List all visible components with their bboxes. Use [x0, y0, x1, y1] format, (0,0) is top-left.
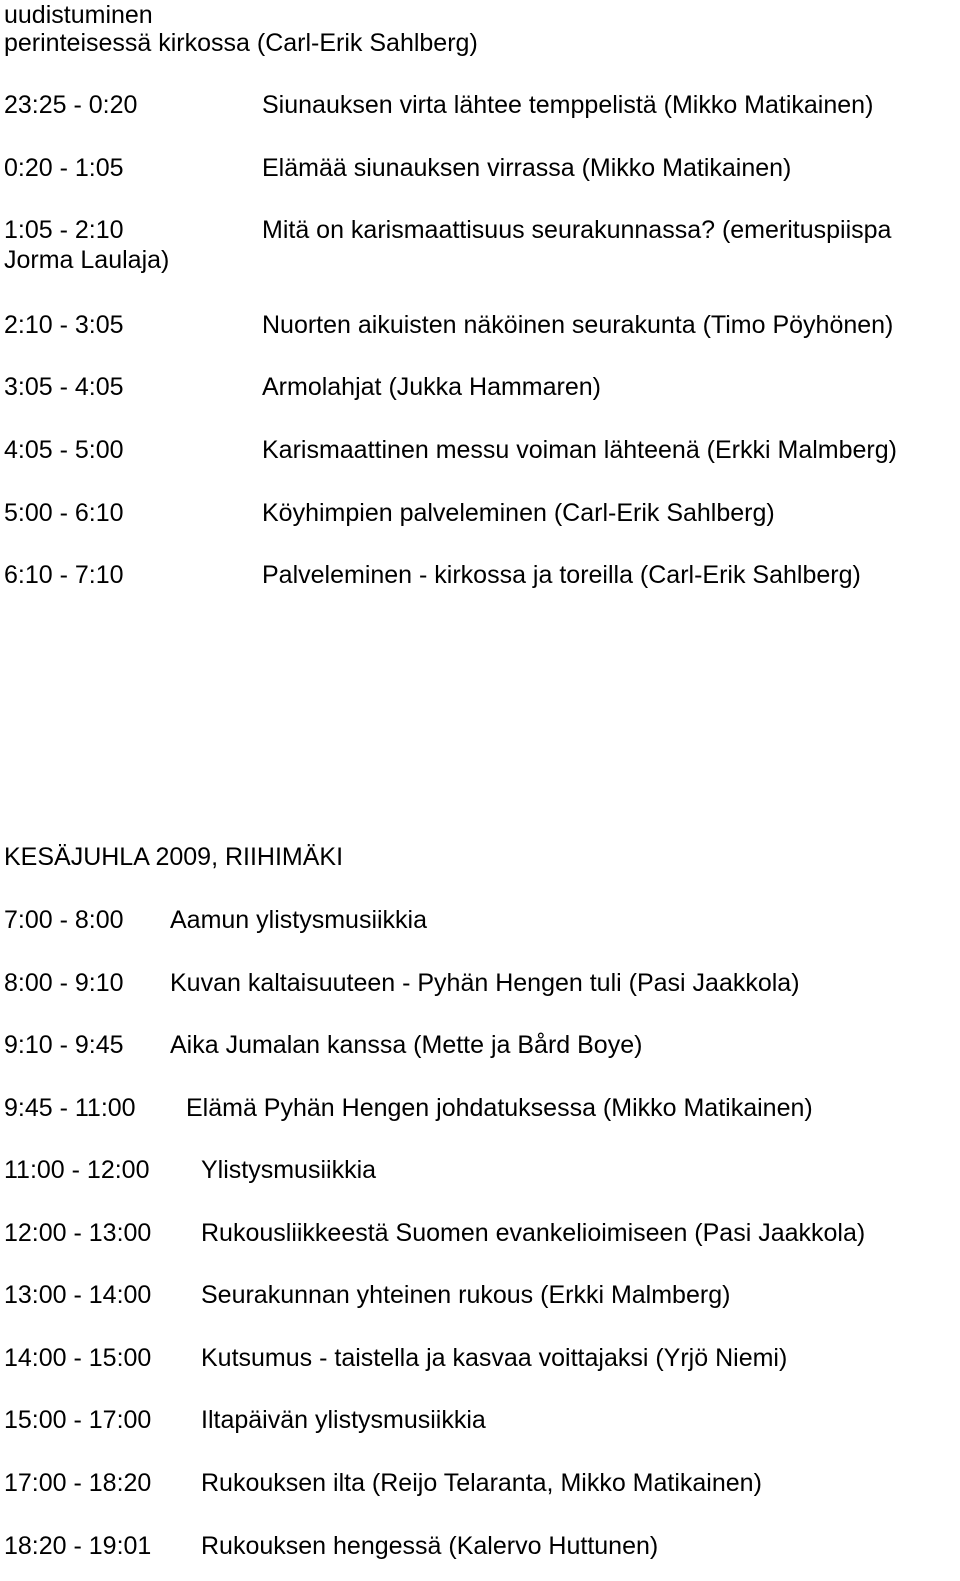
schedule-time: 11:00 - 12:00 — [4, 1156, 150, 1184]
schedule-text: Palveleminen - kirkossa ja toreilla (Carl-Erik Sahlberg) — [262, 561, 861, 589]
schedule-time: 0:20 - 1:05 — [4, 154, 124, 182]
schedule-time: 15:00 - 17:00 — [4, 1406, 152, 1434]
schedule-text: Aamun ylistysmusiikkia — [170, 906, 428, 934]
schedule-text: Nuorten aikuisten näköinen seurakunta (Timo Pöyhönen) — [262, 311, 894, 339]
schedule-time: 9:45 - 11:00 — [4, 1094, 136, 1122]
schedule-text: Siunauksen virta lähtee temppelistä (Mikko Matikainen) — [262, 91, 874, 119]
schedule-time: 17:00 - 18:20 — [4, 1469, 152, 1497]
schedule-time: 9:10 - 9:45 — [4, 1031, 124, 1059]
schedule-text-continuation: Jorma Laulaja) — [4, 246, 170, 274]
section-heading: KESÄJUHLA 2009, RIIHIMÄKI — [4, 843, 344, 871]
intro-line-1: uudistuminen — [4, 1, 153, 29]
schedule-text: Elämä Pyhän Hengen johdatuksessa (Mikko Matikainen) — [186, 1094, 813, 1122]
schedule-text: Köyhimpien palveleminen (Carl-Erik Sahlberg) — [262, 499, 775, 527]
schedule-time: 3:05 - 4:05 — [4, 373, 124, 401]
schedule-text: Karismaattinen messu voiman lähteenä (Erkki Malmberg) — [262, 436, 897, 464]
schedule-time: 13:00 - 14:00 — [4, 1281, 152, 1309]
schedule-text: Rukouksen ilta (Reijo Telaranta, Mikko Matikainen) — [201, 1469, 762, 1497]
schedule-time: 8:00 - 9:10 — [4, 969, 124, 997]
schedule-time: 12:00 - 13:00 — [4, 1219, 152, 1247]
schedule-time: 14:00 - 15:00 — [4, 1344, 152, 1372]
schedule-time: 1:05 - 2:10 — [4, 216, 124, 244]
schedule-time: 23:25 - 0:20 — [4, 91, 138, 119]
schedule-text: Rukousliikkeestä Suomen evankelioimiseen (Pasi Jaakkola) — [201, 1219, 866, 1247]
schedule-text: Kuvan kaltaisuuteen - Pyhän Hengen tuli (Pasi Jaakkola) — [170, 969, 800, 997]
schedule-time: 2:10 - 3:05 — [4, 311, 124, 339]
intro-line-2: perinteisessä kirkossa (Carl-Erik Sahlberg) — [4, 29, 478, 57]
schedule-text: Rukouksen hengessä (Kalervo Huttunen) — [201, 1532, 659, 1560]
schedule-text: Ylistysmusiikkia — [201, 1156, 377, 1184]
schedule-text: Mitä on karismaattisuus seurakunnassa? (emerituspiispa — [262, 216, 892, 244]
schedule-time: 18:20 - 19:01 — [4, 1532, 152, 1560]
schedule-text: Aika Jumalan kanssa (Mette ja Bård Boye) — [170, 1031, 643, 1059]
schedule-text: Elämää siunauksen virrassa (Mikko Matikainen) — [262, 154, 792, 182]
schedule-time: 7:00 - 8:00 — [4, 906, 124, 934]
schedule-text: Kutsumus - taistella ja kasvaa voittajaksi (Yrjö Niemi) — [201, 1344, 788, 1372]
schedule-time: 4:05 - 5:00 — [4, 436, 124, 464]
schedule-text: Iltapäivän ylistysmusiikkia — [201, 1406, 486, 1434]
schedule-time: 5:00 - 6:10 — [4, 499, 124, 527]
schedule-text: Seurakunnan yhteinen rukous (Erkki Malmberg) — [201, 1281, 731, 1309]
schedule-text: Armolahjat (Jukka Hammaren) — [262, 373, 601, 401]
schedule-time: 6:10 - 7:10 — [4, 561, 124, 589]
